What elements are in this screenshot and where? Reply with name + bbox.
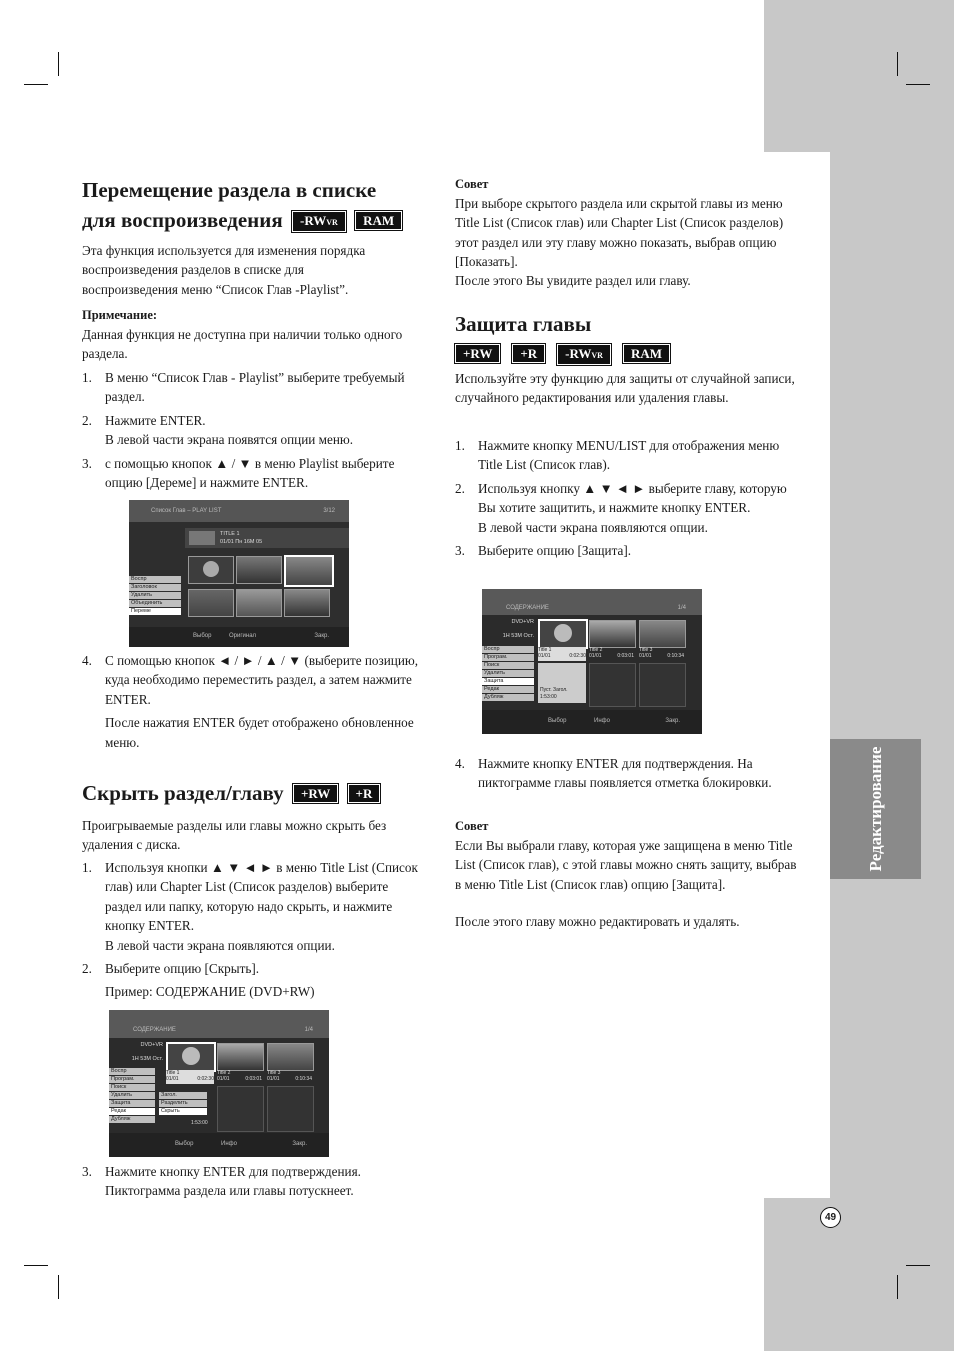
footer-info: Инфо: [221, 1141, 237, 1147]
step-text: Используя кнопки ▲ ▼ ◄ ► в меню Title List (Список глав) или Chapter List (Список разделов) выберите раздел или папку, которую надо скрыть, и нажмите кнопку ENTER.: [105, 860, 418, 934]
step-number: 3.: [82, 455, 92, 471]
section2-intro: Проигрываемые разделы или главы можно скрыть без удаления с диска.: [82, 818, 387, 853]
thumbnail: [188, 589, 234, 617]
title-time: 0:02:30: [197, 1076, 214, 1082]
page-number: 49: [820, 1207, 841, 1228]
empty-label: Пуст. Загол.: [540, 687, 568, 693]
section1-title: [82, 175, 442, 235]
screen-footer: [482, 710, 702, 734]
step-text: Выберите опцию [Защита].: [478, 543, 632, 559]
menu-item[interactable]: Дубляж: [482, 694, 534, 701]
step-number: 2.: [455, 480, 465, 496]
note-label: Примечание:: [82, 308, 158, 322]
list-item: [82, 959, 427, 1002]
options-menu: [482, 646, 534, 702]
thumbnail: [236, 589, 282, 617]
sidebar-top-panel: [764, 0, 954, 152]
thumbnail: [538, 619, 588, 649]
step-text: с помощью кнопок ▲ / ▼ в меню Playlist выберите опцию [Дереме] и нажмите ENTER.: [105, 455, 395, 491]
step-text: В меню “Список Глав - Playlist” выберите требуемый раздел.: [105, 370, 405, 405]
list-item: [82, 454, 427, 493]
section1-intro: Эта функция используется для изменения порядка воспроизведения разделов в списке для воспроизведения меню “Список Глав -Playlist”.: [82, 243, 366, 297]
step-text: Нажмите кнопку MENU/LIST для отображения меню Title List (Список глав).: [478, 438, 780, 473]
step-number: 2.: [82, 961, 92, 977]
menu-item[interactable]: Дубляж: [109, 1116, 155, 1123]
tip2-text: Если Вы выбрали главу, которая уже защищена в меню Title List (Список глав), с этой главы можно снять защиту, выбрав в меню Title List (Список глав) опцию [Защита].: [455, 838, 797, 892]
title-date: 01/01: [538, 653, 551, 659]
screen-title: Список Глав – PLAY LIST: [151, 508, 222, 514]
list-item: [455, 436, 800, 475]
step-number: 1.: [82, 860, 92, 875]
tip-text-2: После этого Вы увидите раздел или главу.: [455, 273, 691, 288]
step-extra: После нажатия ENTER будет отображено обновленное меню.: [105, 715, 414, 750]
screen-counter: 1/4: [677, 605, 686, 611]
section2-steps-b: [82, 1162, 422, 1201]
list-item: [82, 1162, 422, 1201]
title-time: 0:03:01: [245, 1076, 262, 1082]
title-name: Title 3: [639, 647, 653, 653]
title-info-panel: [185, 528, 349, 548]
disc-remain: 1Н 53М Ост.: [502, 633, 534, 639]
disc-type: DVD+VR: [140, 1042, 163, 1048]
badge-label: -RW: [565, 346, 592, 361]
menu-item[interactable]: Удалить: [129, 592, 181, 599]
thumbnail: [284, 589, 330, 617]
list-item: [455, 541, 800, 560]
section1-title-line1: Перемещение раздела в списке: [82, 178, 377, 202]
step-text: Нажмите кнопку ENTER для подтверждения. На пиктограмме главы появляется отметка блокировки.: [478, 756, 772, 791]
empty-time: 1:53:00: [540, 694, 557, 700]
badge-sub: VR: [326, 218, 338, 227]
hide-screen: [109, 1010, 329, 1157]
tip-text: При выборе скрытого раздела или скрытой главы из меню Title List (Список глав) или Chapter List (Список разделов) этот раздел или эту главу можно показать, выбрав опцию [Показать].: [455, 196, 784, 270]
step-text: Выберите опцию [Скрыть].: [105, 961, 260, 977]
title-date: 01/01: [589, 653, 602, 659]
section-tab: [830, 739, 921, 879]
crop-mark: [897, 1275, 898, 1299]
footer-select: Выбор: [548, 718, 567, 724]
badge-plus-r: +R: [512, 344, 545, 363]
thumbnail: [284, 555, 334, 587]
screen-title: СОДЕРЖАНИЕ: [133, 1027, 176, 1033]
step-number: 4.: [455, 756, 465, 771]
menu-item[interactable]: Защита: [109, 1100, 155, 1107]
section3-intro: Используйте эту функцию для защиты от случайной записи, случайного редактирования или удаления главы.: [455, 371, 795, 406]
footer-info: Инфо: [594, 718, 610, 724]
title-name: Title 2: [589, 647, 603, 653]
screen-counter: 3/12: [323, 508, 335, 514]
screen-counter: 1/4: [304, 1027, 313, 1033]
menu-item[interactable]: Поиск: [109, 1084, 155, 1091]
title-time: 0:10:34: [295, 1076, 312, 1082]
section1-steps-a: [82, 368, 427, 492]
badge-label: -RW: [300, 213, 327, 228]
section3-steps-a: [455, 436, 800, 560]
screen-header: [129, 500, 349, 522]
menu-item[interactable]: Воспр: [129, 576, 181, 583]
step-text: С помощью кнопок ◄ / ► / ▲ / ▼ (выберите позицию, куда необходимо переместить раздел, а затем нажмите ENTER.: [105, 653, 419, 707]
step-extra: В левой части экрана появятся опции меню.: [105, 432, 354, 448]
crop-mark: [906, 84, 930, 85]
title-date: 01/01: [267, 1076, 280, 1082]
disc-remain: 1Н 53М Ост.: [131, 1056, 163, 1062]
title-name: Title 1: [538, 647, 552, 653]
disc-type: DVD+VR: [511, 619, 534, 625]
menu-item[interactable]: Поиск: [482, 662, 534, 669]
badge-ram: RAM: [623, 344, 670, 363]
step-text: Нажмите ENTER.: [105, 412, 206, 428]
section3-title: Защита главы: [455, 312, 592, 336]
step-number: 3.: [455, 543, 465, 559]
empty-time: 1:53:00: [191, 1120, 208, 1126]
menu-item[interactable]: Воспр: [109, 1068, 155, 1075]
list-item: [455, 479, 800, 537]
menu-item[interactable]: Редак: [109, 1108, 155, 1115]
crop-mark: [906, 1265, 930, 1266]
title-info: TITLE 1: [220, 531, 240, 537]
badge-plus-rw: +RW: [293, 784, 338, 803]
options-menu: [109, 1068, 155, 1124]
badge-plus-rw: +RW: [455, 344, 500, 363]
submenu-item[interactable]: Скрыть: [159, 1108, 207, 1115]
crop-mark: [58, 1275, 59, 1299]
footer-select: Выбор: [175, 1141, 194, 1147]
title-date: 01/01: [217, 1076, 230, 1082]
title-name: Title 2: [217, 1070, 231, 1076]
footer-close: Закр.: [292, 1141, 307, 1147]
list-item: [82, 858, 427, 955]
submenu: [159, 1092, 207, 1116]
sidebar-right-panel: [830, 152, 954, 1198]
crop-mark: [897, 52, 898, 76]
title-date: 01/01: [639, 653, 652, 659]
menu-item[interactable]: Защита: [482, 678, 534, 685]
empty-slots: [589, 663, 685, 707]
screen-title: СОДЕРЖАНИЕ: [506, 605, 549, 611]
tip-label: Совет: [455, 177, 489, 191]
step-number: 3.: [82, 1164, 92, 1179]
badge-plus-r: +R: [348, 784, 381, 803]
section1-title-line2: для воспроизведения: [82, 208, 283, 232]
menu-item[interactable]: Редак: [482, 686, 534, 693]
thumbnail: [166, 1042, 216, 1072]
step-extra: В левой части экрана появляются опции.: [105, 937, 335, 953]
section-tab-label: Редактирование: [865, 746, 885, 872]
screen-header: [482, 589, 702, 615]
menu-item[interactable]: Програм.: [482, 654, 534, 661]
menu-item[interactable]: Заголовок: [129, 584, 181, 591]
menu-item[interactable]: Програм.: [109, 1076, 155, 1083]
note-text: Данная функция не доступна при наличии только одного раздела.: [82, 327, 403, 362]
playlist-screen: [129, 500, 349, 647]
footer-select: Выбор: [193, 633, 212, 639]
section2-title: [82, 778, 442, 808]
protect-screen: [482, 589, 702, 734]
thumbnail: [639, 620, 686, 648]
list-item: [455, 754, 795, 793]
menu-item[interactable]: Переме: [129, 608, 181, 615]
step-number: 1.: [82, 370, 92, 385]
crop-mark: [58, 52, 59, 76]
title-time: 0:02:30: [569, 653, 586, 659]
list-item: [82, 411, 427, 450]
badge-rw-vr: [557, 344, 611, 365]
badge-sub: VR: [591, 351, 603, 360]
sidebar-bottom-panel: [764, 1198, 954, 1351]
disc-info: [486, 619, 534, 639]
crop-mark: [24, 84, 48, 85]
empty-slots: [217, 1086, 313, 1130]
submenu-item[interactable]: Разделить: [159, 1100, 207, 1107]
submenu-item[interactable]: Загол.: [159, 1092, 207, 1099]
menu-item[interactable]: Удалить: [482, 670, 534, 677]
section1-steps-b: [82, 651, 422, 752]
tip2-label: Совет: [455, 819, 489, 833]
section3-badges: [451, 344, 670, 365]
section2-steps-a: [82, 858, 427, 1002]
step-number: 4.: [82, 653, 92, 668]
thumbnail: [236, 556, 282, 584]
footer-close: Закр.: [314, 633, 329, 639]
empty-slot: [538, 663, 586, 703]
section3-steps-b: [455, 754, 795, 793]
title-time: 0:03:01: [617, 653, 634, 659]
list-item: [82, 368, 427, 407]
step-text: Нажмите кнопку ENTER для подтверждения. Пиктограмма раздела или главы потускнеет.: [105, 1164, 361, 1199]
screen-footer: [129, 627, 349, 647]
menu-item[interactable]: Объединить: [129, 600, 181, 607]
options-menu: [129, 576, 181, 616]
screen-footer: [109, 1133, 329, 1157]
step-number: 1.: [455, 438, 465, 453]
section2-title-text: Скрыть раздел/главу: [82, 781, 284, 805]
title-name: Title 1: [166, 1070, 180, 1076]
title-time: 0:10:34: [667, 653, 684, 659]
title-date: 01/01: [166, 1076, 179, 1082]
step-text: Используя кнопку ▲ ▼ ◄ ► выберите главу, которую Вы хотите защитить, и нажмите кнопку ENTER.: [478, 480, 787, 516]
step-number: 2.: [82, 412, 92, 428]
list-item: [82, 651, 422, 752]
title-name: Title 3: [267, 1070, 281, 1076]
thumbnail: [267, 1043, 314, 1071]
badge-ram: RAM: [355, 211, 402, 230]
thumbnail: [589, 620, 636, 648]
step-extra: В левой части экрана появляются опции.: [478, 519, 708, 535]
disc-info: [113, 1042, 163, 1062]
menu-item[interactable]: Воспр: [482, 646, 534, 653]
thumbnail: [217, 1043, 264, 1071]
thumbnail: [188, 556, 234, 584]
badge-rw-vr: [292, 211, 346, 232]
footer-close: Закр.: [665, 718, 680, 724]
menu-item[interactable]: Удалить: [109, 1092, 155, 1099]
tip2-text-2: После этого главу можно редактировать и удалять.: [455, 914, 740, 929]
footer-original: Оригинал: [229, 633, 257, 639]
title-date: 01/01 Пн 16М 05: [220, 539, 263, 545]
screen-header: [109, 1010, 329, 1038]
step-extra: Пример: СОДЕРЖАНИЕ (DVD+RW): [105, 984, 315, 1000]
crop-mark: [24, 1265, 48, 1266]
